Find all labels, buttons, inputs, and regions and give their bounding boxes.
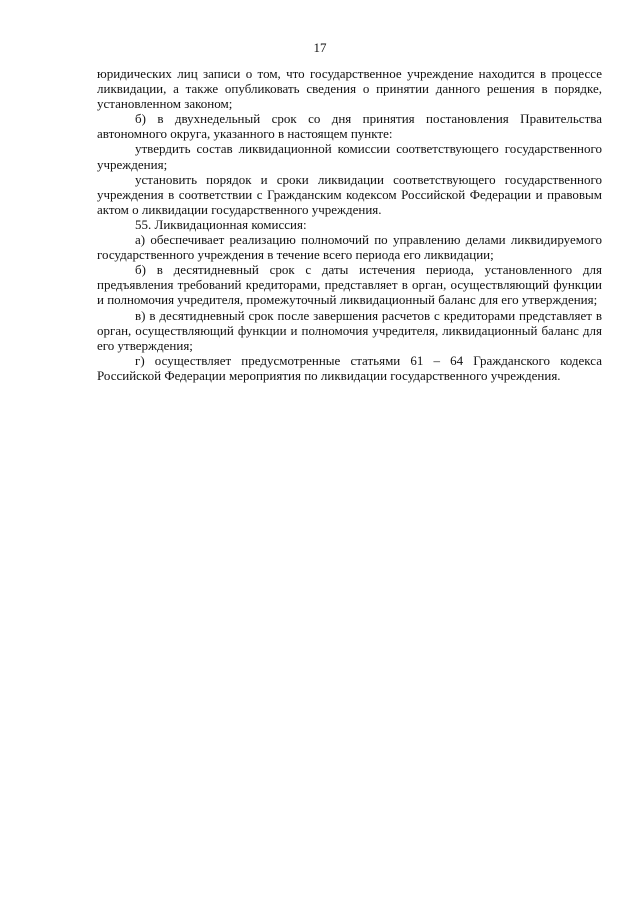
paragraph-section-55: 55. Ликвидационная комиссия: bbox=[135, 216, 307, 232]
paragraph-item-v-final-balance: в) в десятидневный срок после завершения расчетов с кредиторами представляет в орган, осуществляющий функции и полномочия учредителя, ликвидационный баланс для его утверждения; bbox=[97, 307, 602, 353]
page-number: 17 bbox=[313, 40, 327, 55]
paragraph-item-a: а) обеспечивает реализацию полномочий по управлению делами ликвидируемого государственного учреждения в течение всего периода его ликвидации; bbox=[97, 232, 602, 263]
paragraph-item-b: б) в двухнедельный срок со дня принятия постановления Правительства автономного округа, указанного в настоящем пункте: bbox=[97, 111, 602, 142]
paragraph-set-procedure: установить порядок и сроки ликвидации соответствующего государственного учреждения в соответствии с Гражданским кодексом Российской Федерации и правовым актом о ликвидации государственного учреждения. bbox=[97, 171, 602, 217]
paragraph-approve-commission: утвердить состав ликвидационной комиссии соответствующего государственного учреждения; bbox=[97, 141, 602, 172]
document-body bbox=[97, 66, 602, 383]
paragraph-item-g-measures: г) осуществляет предусмотренные статьями 61 – 64 Гражданского кодекса Российской Федерации мероприятия по ликвидации государственного учреждения. bbox=[97, 352, 602, 383]
paragraph-continuation: юридических лиц записи о том, что государственное учреждение находится в процессе ликвидации, а также опубликовать сведения о принятии данного решения в порядке, установленном законом; bbox=[97, 66, 602, 112]
paragraph-item-b-interim-balance: б) в десятидневный срок с даты истечения периода, установленного для предъявления требований кредиторами, представляет в орган, осуществляющий функции и полномочия учредителя, промежуточный ликвидационный баланс для его утверждения; bbox=[97, 262, 602, 308]
